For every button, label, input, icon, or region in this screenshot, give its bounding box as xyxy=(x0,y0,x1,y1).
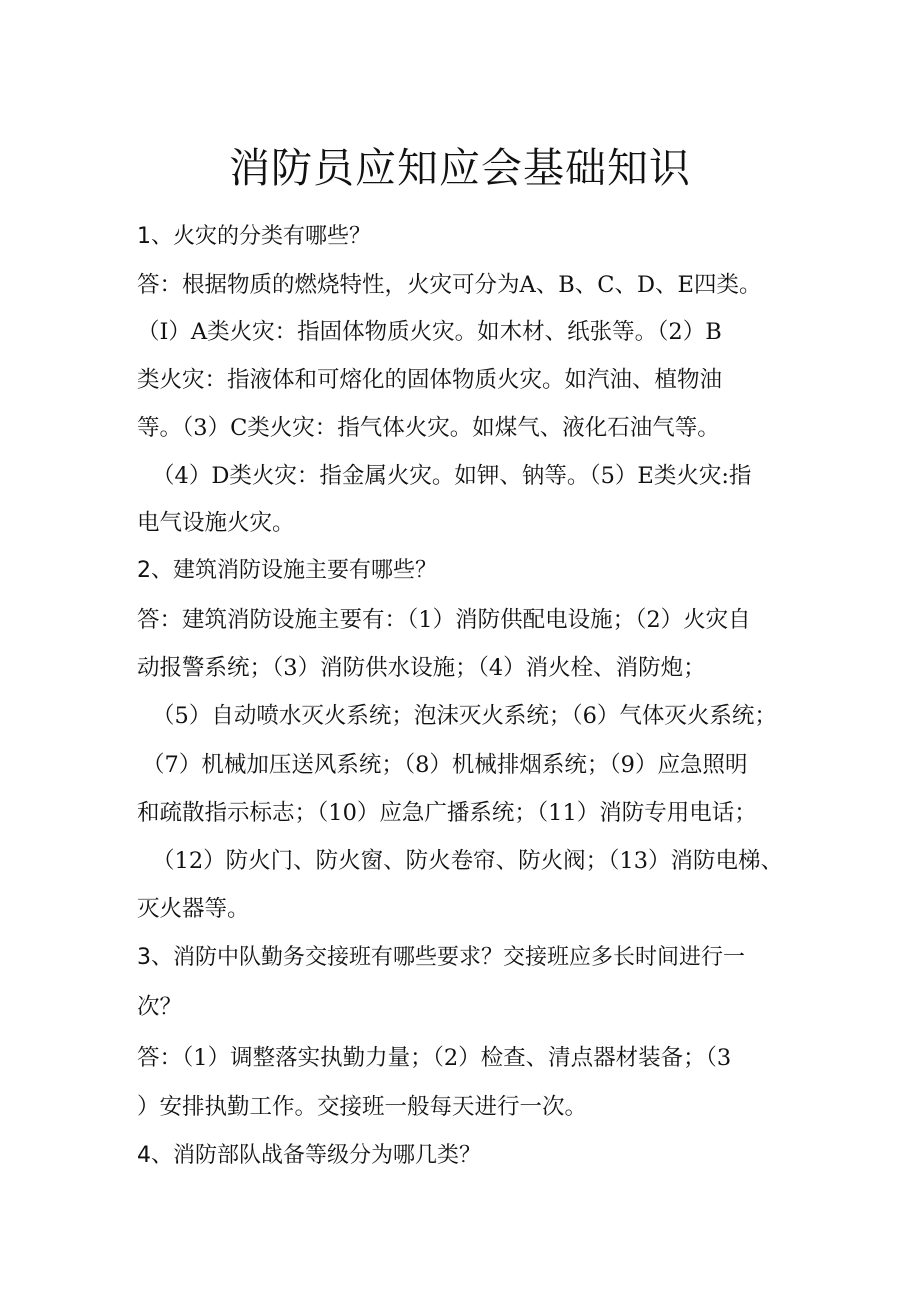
answer-3-line-1: 答：（1）调整落实执勤力量；（2）检查、清点器材装备；（3 xyxy=(137,1045,732,1071)
answer-1-line-3: 类火灾：指液体和可熔化的固体物质火灾。如汽油、植物油 xyxy=(137,367,723,393)
answer-1-line-4: 等。（3）C类火灾：指气体火灾。如煤气、液化石油气等。 xyxy=(137,415,720,441)
answer-2-line-4: （7）机械加压送风系统；（8）机械排烟系统；（9）应急照明 xyxy=(142,752,748,778)
document-title: 消防员应知应会基础知识 xyxy=(229,144,691,192)
answer-1-line-5: （4）D类火灾：指金属火灾。如钾、钠等。（5）E类火灾:指 xyxy=(152,463,752,489)
answer-1-line-6: 电气设施火灾。 xyxy=(137,510,295,536)
answer-2-line-1: 答：建筑消防设施主要有：（1）消防供配电设施；（2）火灾自 xyxy=(137,607,751,633)
answer-2-line-3: （5）自动喷水灭火系统；泡沫灭火系统；（6）气体灭火系统； xyxy=(152,703,777,729)
question-3-line-1: 3、消防中队勤务交接班有哪些要求？交接班应多长时间进行一 xyxy=(137,945,745,970)
question-2: 2、建筑消防设施主要有哪些？ xyxy=(137,558,437,583)
answer-1-line-2: （I）A类火灾：指固体物质火灾。如木材、纸张等。（2）B xyxy=(137,319,722,345)
answer-1-line-1: 答：根据物质的燃烧特性，火灾可分为A、B、C、D、E四类。 xyxy=(137,272,762,298)
answer-2-line-7: 灭火器等。 xyxy=(137,896,250,922)
answer-3-line-2: ）安排执勤工作。交接班一般每天进行一次。 xyxy=(137,1094,588,1120)
question-4: 4、消防部队战备等级分为哪几类？ xyxy=(137,1143,481,1168)
question-3-line-2: 次？ xyxy=(137,994,183,1020)
answer-2-line-2: 动报警系统；（3）消防供水设施；（4）消火栓、消防炮； xyxy=(137,655,706,681)
answer-2-line-5: 和疏散指示标志；（10）应急广播系统；（11）消防专用电话； xyxy=(137,800,757,826)
answer-2-line-6: （12）防火门、防火窗、防火卷帘、防火阀；（13）消防电梯、 xyxy=(152,848,784,874)
question-1: 1、火灾的分类有哪些？ xyxy=(137,224,371,249)
